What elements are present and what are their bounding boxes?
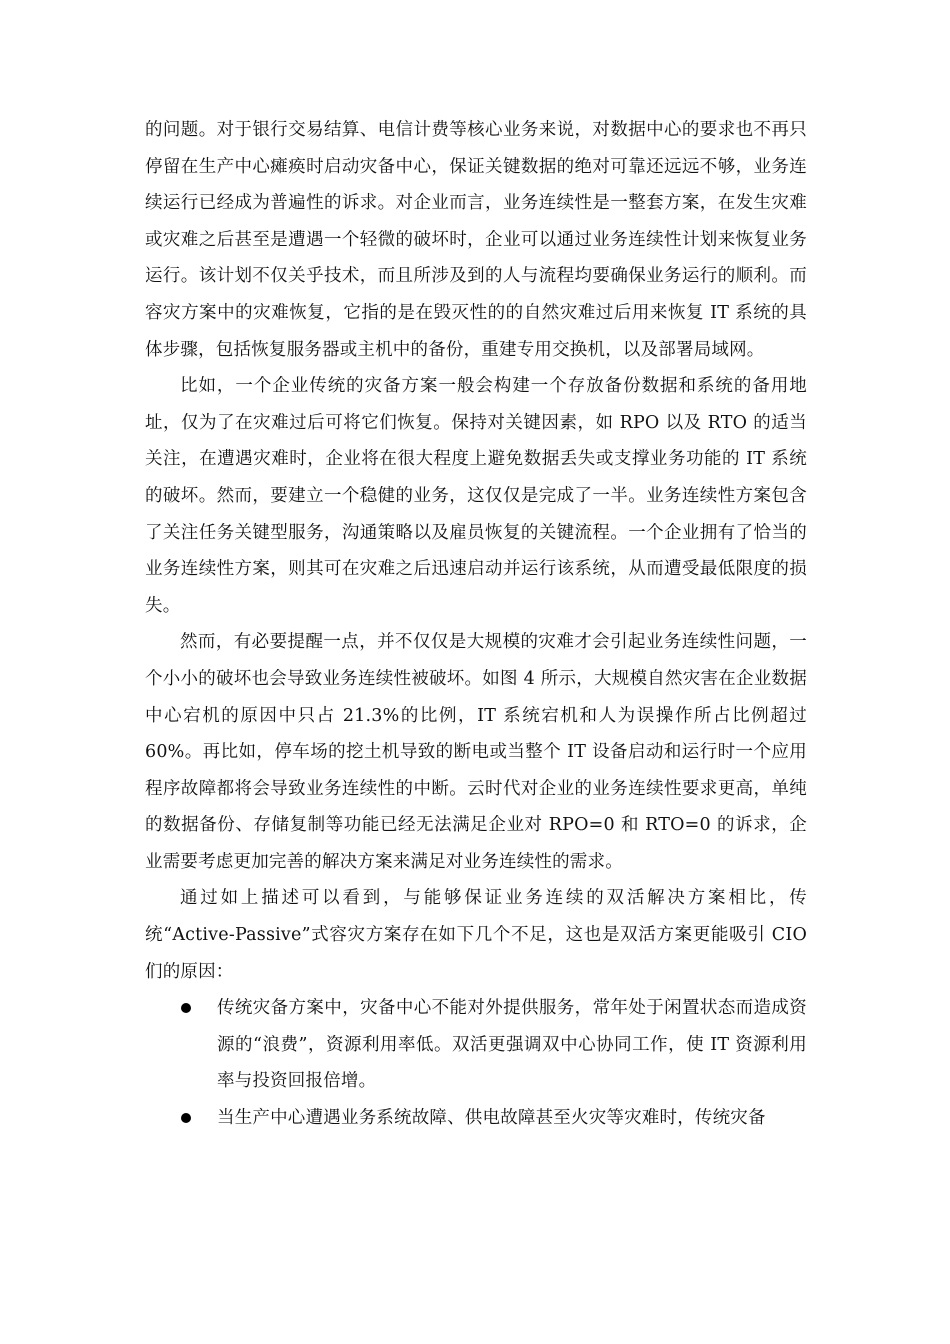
shortcomings-list <box>145 990 807 1136</box>
list-item <box>145 990 807 1100</box>
list-item <box>145 1100 807 1137</box>
document-body <box>145 112 807 1137</box>
paragraph-example: 比如，一个企业传统的灾备方案一般会构建一个存放备份数据和系统的备用地址，仅为了在灾难过后可将它们恢复。保持对关键因素，如 RPO 以及 RTO 的适当关注，在遭遇灾难时，企业将在很大程度上避免数据丢失或支撑业务功能的 IT 系统的破坏。然而，要建立一个稳健的业务，这仅仅是完成了一半。业务连续性方案包含了关注任务关键型服务，沟通策略以及雇员恢复的关键流程。一个企业拥有了恰当的业务连续性方案，则其可在灾难之后迅速启动并运行该系统，从而遭受最低限度的损失。 <box>145 376 807 616</box>
list-item-text: 当生产中心遭遇业务系统故障、供电故障甚至火灾等灾难时，传统灾备 <box>217 1108 766 1129</box>
paragraph-reminder: 然而，有必要提醒一点，并不仅仅是大规模的灾难才会引起业务连续性问题，一个小小的破坏也会导致业务连续性被破坏。如图 4 所示，大规模自然灾害在企业数据中心宕机的原因中只占 21.3%的比例，IT 系统宕机和人为误操作所占比例超过 60%。再比如，停车场的挖土机导致的断电或当整个 IT 设备启动和运行时一个应用程序故障都将会导致业务连续性的中断。云时代对企业的业务连续性要求更高，单纯的数据备份、存储复制等功能已经无法满足企业对 RPO=0 和 RTO=0 的诉求，企业需要考虑更加完善的解决方案来满足对业务连续性的需求。 <box>145 632 807 872</box>
paragraph-continuation: 的问题。对于银行交易结算、电信计费等核心业务来说，对数据中心的要求也不再只停留在生产中心瘫痪时启动灾备中心，保证关键数据的绝对可靠还远远不够，业务连续运行已经成为普遍性的诉求。对企业而言，业务连续性是一整套方案，在发生灾难或灾难之后甚至是遭遇一个轻微的破坏时，企业可以通过业务连续性计划来恢复业务运行。该计划不仅关乎技术，而且所涉及到的人与流程均要确保业务运行的顺利。而容灾方案中的灾难恢复，它指的是在毁灭性的的自然灾难过后用来恢复 IT 系统的具体步骤，包括恢复服务器或主机中的备份，重建专用交换机，以及部署局域网。 <box>145 120 807 360</box>
bullet-icon <box>181 1003 191 1013</box>
bullet-icon <box>181 1113 191 1123</box>
paragraph-summary: 通过如上描述可以看到，与能够保证业务连续的双活解决方案相比，传统“Active-Passive”式容灾方案存在如下几个不足，这也是双活方案更能吸引 CIO 们的原因： <box>145 888 807 982</box>
list-item-text: 传统灾备方案中，灾备中心不能对外提供服务，常年处于闲置状态而造成资源的“浪费”，资源利用率低。双活更强调双中心协同工作，使 IT 资源利用率与投资回报倍增。 <box>217 998 807 1092</box>
